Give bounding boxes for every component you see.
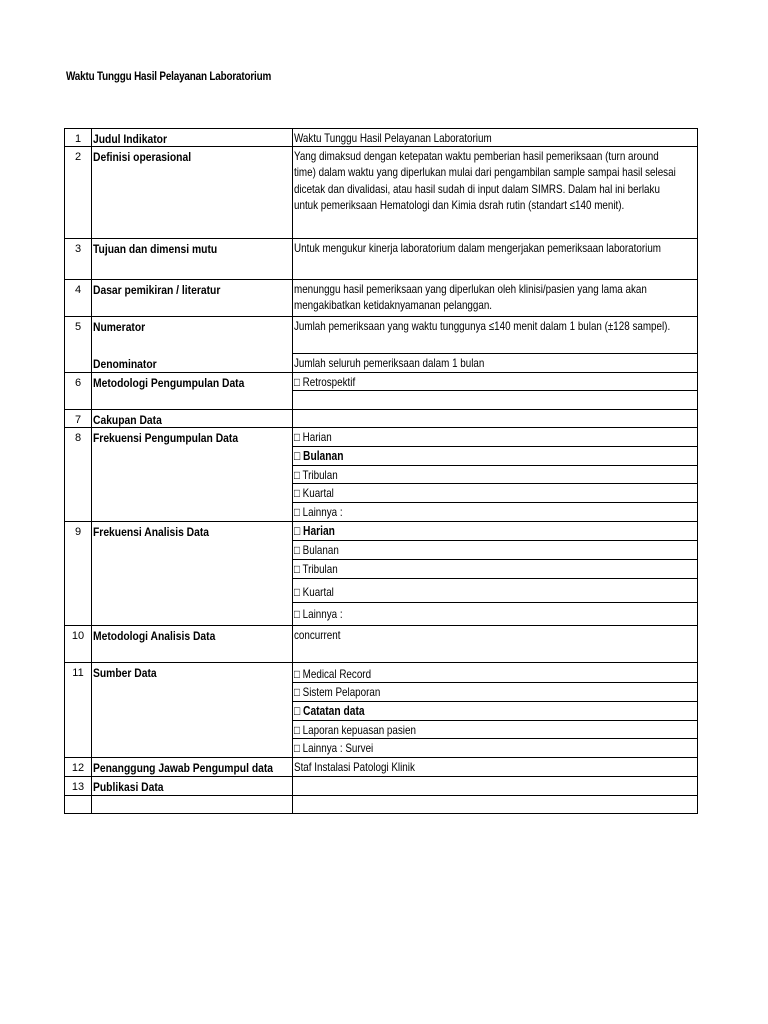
label-publikasi-data: Publikasi Data — [91, 776, 293, 796]
row-number: 8 — [64, 427, 92, 522]
row-number: 1 — [64, 128, 92, 147]
row-number: 12 — [64, 757, 92, 777]
option-kuartal: □ Kuartal — [292, 578, 698, 603]
row-number: 13 — [64, 776, 92, 796]
row-number: 2 — [64, 146, 92, 239]
empty-cell — [91, 795, 293, 814]
option-sistem-pelaporan: □ Sistem Pelaporan — [292, 682, 698, 702]
option-harian-selected: □ Harian — [292, 521, 698, 541]
label-frekuensi-pengumpulan: Frekuensi Pengumpulan Data — [91, 427, 293, 522]
row-number: 5 — [64, 316, 92, 373]
value-judul-indikator: Waktu Tunggu Hasil Pelayanan Laboratorium — [292, 128, 698, 147]
document-title: Waktu Tunggu Hasil Pelayanan Laboratorium — [66, 71, 272, 83]
label-penanggung-jawab: Penanggung Jawab Pengumpul data — [91, 757, 293, 777]
value-tujuan-dimensi-mutu: Untuk mengukur kinerja laboratorium dalam mengerjakan pemeriksaan laboratorium — [292, 238, 698, 280]
option-catatan-data-selected: □ Catatan data — [292, 701, 698, 721]
empty-cell — [292, 390, 698, 410]
label-definisi-operasional: Definisi operasional — [91, 146, 293, 239]
value-definisi-operasional: Yang dimaksud dengan ketepatan waktu pemberian hasil pemeriksaan (turn around time) dalam waktu yang diperlukan mulai dari pengambilan sample sampai hasil selesai dicetak dan divalidasi, atau hasil sudah di input dalam SIMRS. Dalam hal ini berlaku untuk pemeriksaan Hematologi dan Kimia dsrah rutin (standart ≤140 menit). — [292, 146, 698, 239]
label-tujuan-dimensi-mutu: Tujuan dan dimensi mutu — [91, 238, 293, 280]
empty-cell — [292, 795, 698, 814]
row-number: 4 — [64, 279, 92, 317]
label-metodologi-analisis: Metodologi Analisis Data — [91, 625, 293, 663]
value-publikasi-data — [292, 776, 698, 796]
row-number: 3 — [64, 238, 92, 280]
row-number: 10 — [64, 625, 92, 663]
label-numerator: Numerator — [93, 320, 146, 334]
option-laporan-kepuasan: □ Laporan kepuasan pasien — [292, 720, 698, 739]
value-metodologi-analisis: concurrent — [292, 625, 698, 663]
value-denominator: Jumlah seluruh pemeriksaan dalam 1 bulan — [292, 353, 698, 373]
option-tribulan: □ Tribulan — [292, 465, 698, 484]
label-metodologi-pengumpulan: Metodologi Pengumpulan Data — [91, 372, 293, 410]
row-number: 7 — [64, 409, 92, 428]
option-harian: □ Harian — [292, 427, 698, 447]
value-cakupan-data — [292, 409, 698, 428]
label-judul-indikator: Judul Indikator — [91, 128, 293, 147]
label-frekuensi-analisis: Frekuensi Analisis Data — [91, 521, 293, 626]
value-dasar-pemikiran: menunggu hasil pemeriksaan yang diperlukan oleh klinisi/pasien yang lama akan mengakibatkan ketidaknyamanan pelanggan. — [292, 279, 698, 317]
value-numerator: Jumlah pemeriksaan yang waktu tunggunya ≤140 menit dalam 1 bulan (±128 sampel). — [292, 316, 698, 354]
option-medical-record: □ Medical Record — [292, 662, 698, 683]
label-dasar-pemikiran: Dasar pemikiran / literatur — [91, 279, 293, 317]
option-lainnya: □ Lainnya : — [292, 502, 698, 522]
row-number: 6 — [64, 372, 92, 410]
value-penanggung-jawab: Staf Instalasi Patologi Klinik — [292, 757, 698, 777]
option-bulanan-selected: □ Bulanan — [292, 446, 698, 466]
label-numerator-denominator — [91, 316, 293, 373]
row-number: 11 — [64, 662, 92, 758]
option-retrospektif: □ Retrospektif — [292, 372, 698, 391]
option-kuartal: □ Kuartal — [292, 483, 698, 503]
label-denominator: Denominator — [93, 357, 157, 371]
option-lainnya: □ Lainnya : — [292, 602, 698, 626]
option-lainnya-survei: □ Lainnya : Survei — [292, 738, 698, 758]
option-tribulan: □ Tribulan — [292, 559, 698, 579]
label-cakupan-data: Cakupan Data — [91, 409, 293, 428]
label-sumber-data: Sumber Data — [91, 662, 293, 758]
option-bulanan: □ Bulanan — [292, 540, 698, 560]
empty-cell — [64, 795, 92, 814]
row-number: 9 — [64, 521, 92, 626]
